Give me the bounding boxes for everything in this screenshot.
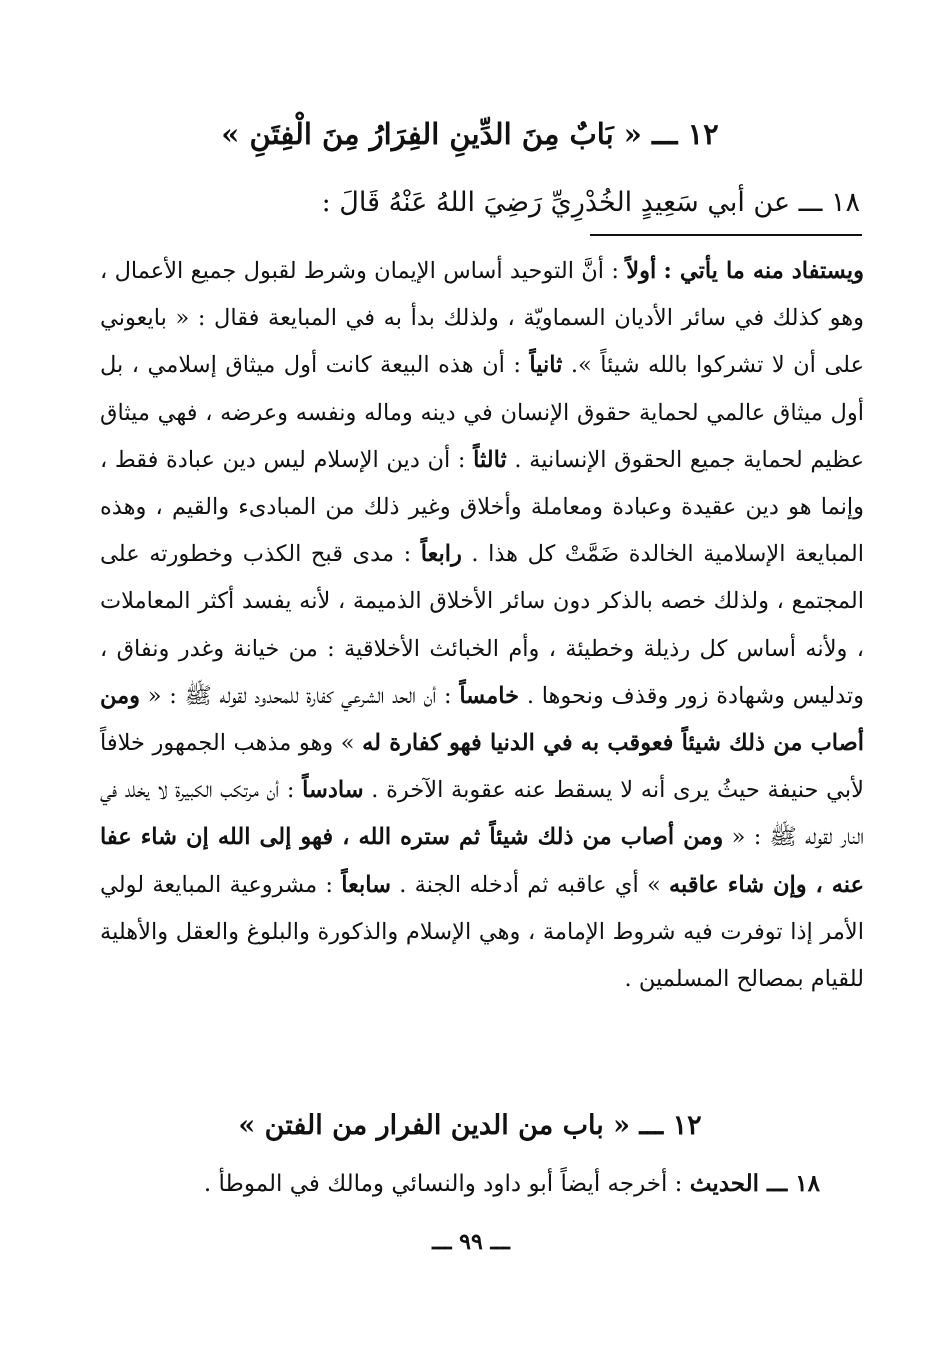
point-1-text: : أنَّ التوحيد أساس الإيمان وشرط لقبول جميع الأعمال ، وهو كذلك في سائر الأديان السماويّة ، ولذلك بدأ به في المبايعة فقال : « بايعوني على أن لا تشركوا بالله شيئاً ».: [100, 258, 864, 379]
chapter-title: ١٢ ـــ « بَابٌ مِنَ الدِّينِ الفِرَارُ مِنَ الْفِتَنِ »: [221, 117, 719, 151]
point-3-label: ثالثاً: [473, 446, 507, 473]
point-6-text-a: : أن مرتكب الكبيرة لا يخلد في النار لقوله ﷺ : «: [100, 777, 864, 851]
point-5-label: خامساً: [459, 682, 520, 709]
point-4-label: رابعاً: [420, 541, 462, 568]
point-6-text-b: » أي عاقبه ثم أدخله الجنة .: [399, 871, 661, 898]
hadith-intro: ١٨ ـــ عن أبي سَعِيدٍ الخُدْرِيِّ رَضِيَ اللهُ عَنْهُ قَالَ :: [321, 187, 860, 218]
point-3-text: : أن دين الإسلام ليس دين عبادة فقط ، وإنما هو دين عقيدة وعبادة ومعاملة وأخلاق وغير ذلك من المبادىء والقيم ، وهذه المبايعة الإسلامية الخالدة ضَمَّتْ كل هذا .: [100, 446, 864, 568]
footnote-text: : أخرجه أيضاً أبو داود والنسائي ومالك في الموطأ .: [203, 1171, 683, 1197]
point-6-label: سادساً: [302, 777, 364, 804]
chapter-title-repeat: ١٢ ـــ « باب من الدين الفرار من الفتن »: [238, 1110, 702, 1141]
point-1-label: أولاً: [626, 258, 657, 284]
point-2-text: : أن هذه البيعة كانت أول ميثاق إسلامي ، بل أول ميثاق عالمي لحماية حقوق الإنسان في دينه وماله ونفسه وعرضه ، فهي ميثاق عظيم لحماية جميع الحقوق الإنسانية .: [100, 352, 865, 473]
point-5-text-b: » وهو مذهب الجمهور خلافاً لأبي حنيفة حيثُ يرى أنه لا يسقط عنه عقوبة الآخرة .: [100, 730, 865, 804]
footnote-label: ١٨ ـــ الحديث: [689, 1170, 820, 1197]
point-7-label: سابعاً: [341, 871, 391, 898]
point-5-text-a: : أن الحد الشرعي كفارة للمحدود لقوله ﷺ : «: [147, 682, 452, 709]
point-2-label: ثانياً: [529, 352, 563, 379]
commentary-paragraph: [100, 248, 864, 1003]
point-5-hadith-quote: ومن أصاب من ذلك شيئاً فعوقب به في الدنيا فهو كفارة له: [100, 682, 865, 757]
separator-line: [590, 234, 862, 236]
point-7-text: : مشروعية المبايعة لولي الأمر إذا توفرت فيه شروط الإمامة ، وهي الإسلام والذكورة والبلوغ والعقل والأهلية للقيام بمصالح المسلمين .: [100, 871, 864, 993]
page-number: ـــ ٩٩ ـــ: [432, 1229, 510, 1255]
footnote: [100, 1160, 820, 1208]
point-6-hadith-quote: ومن أصاب من ذلك شيئاً ثم ستره الله ، فهو إلى الله إن شاء عفا عنه ، وإن شاء عاقبه: [100, 824, 865, 898]
point-4-text: : مدى قبح الكذب وخطورته على المجتمع ، ولذلك خصه بالذكر دون سائر الأخلاق الذميمة ، لأنه يفسد أكثر المعاملات ، ولأنه أساس كل رذيلة وخطيئة ، وأم الخبائث الأخلاقية : من خيانة وغدر ونفاق ، وتدليس وشهادة زور وقذف ونحوها .: [100, 541, 865, 709]
intro-label: ويستفاد منه ما يأتي :: [663, 258, 864, 284]
